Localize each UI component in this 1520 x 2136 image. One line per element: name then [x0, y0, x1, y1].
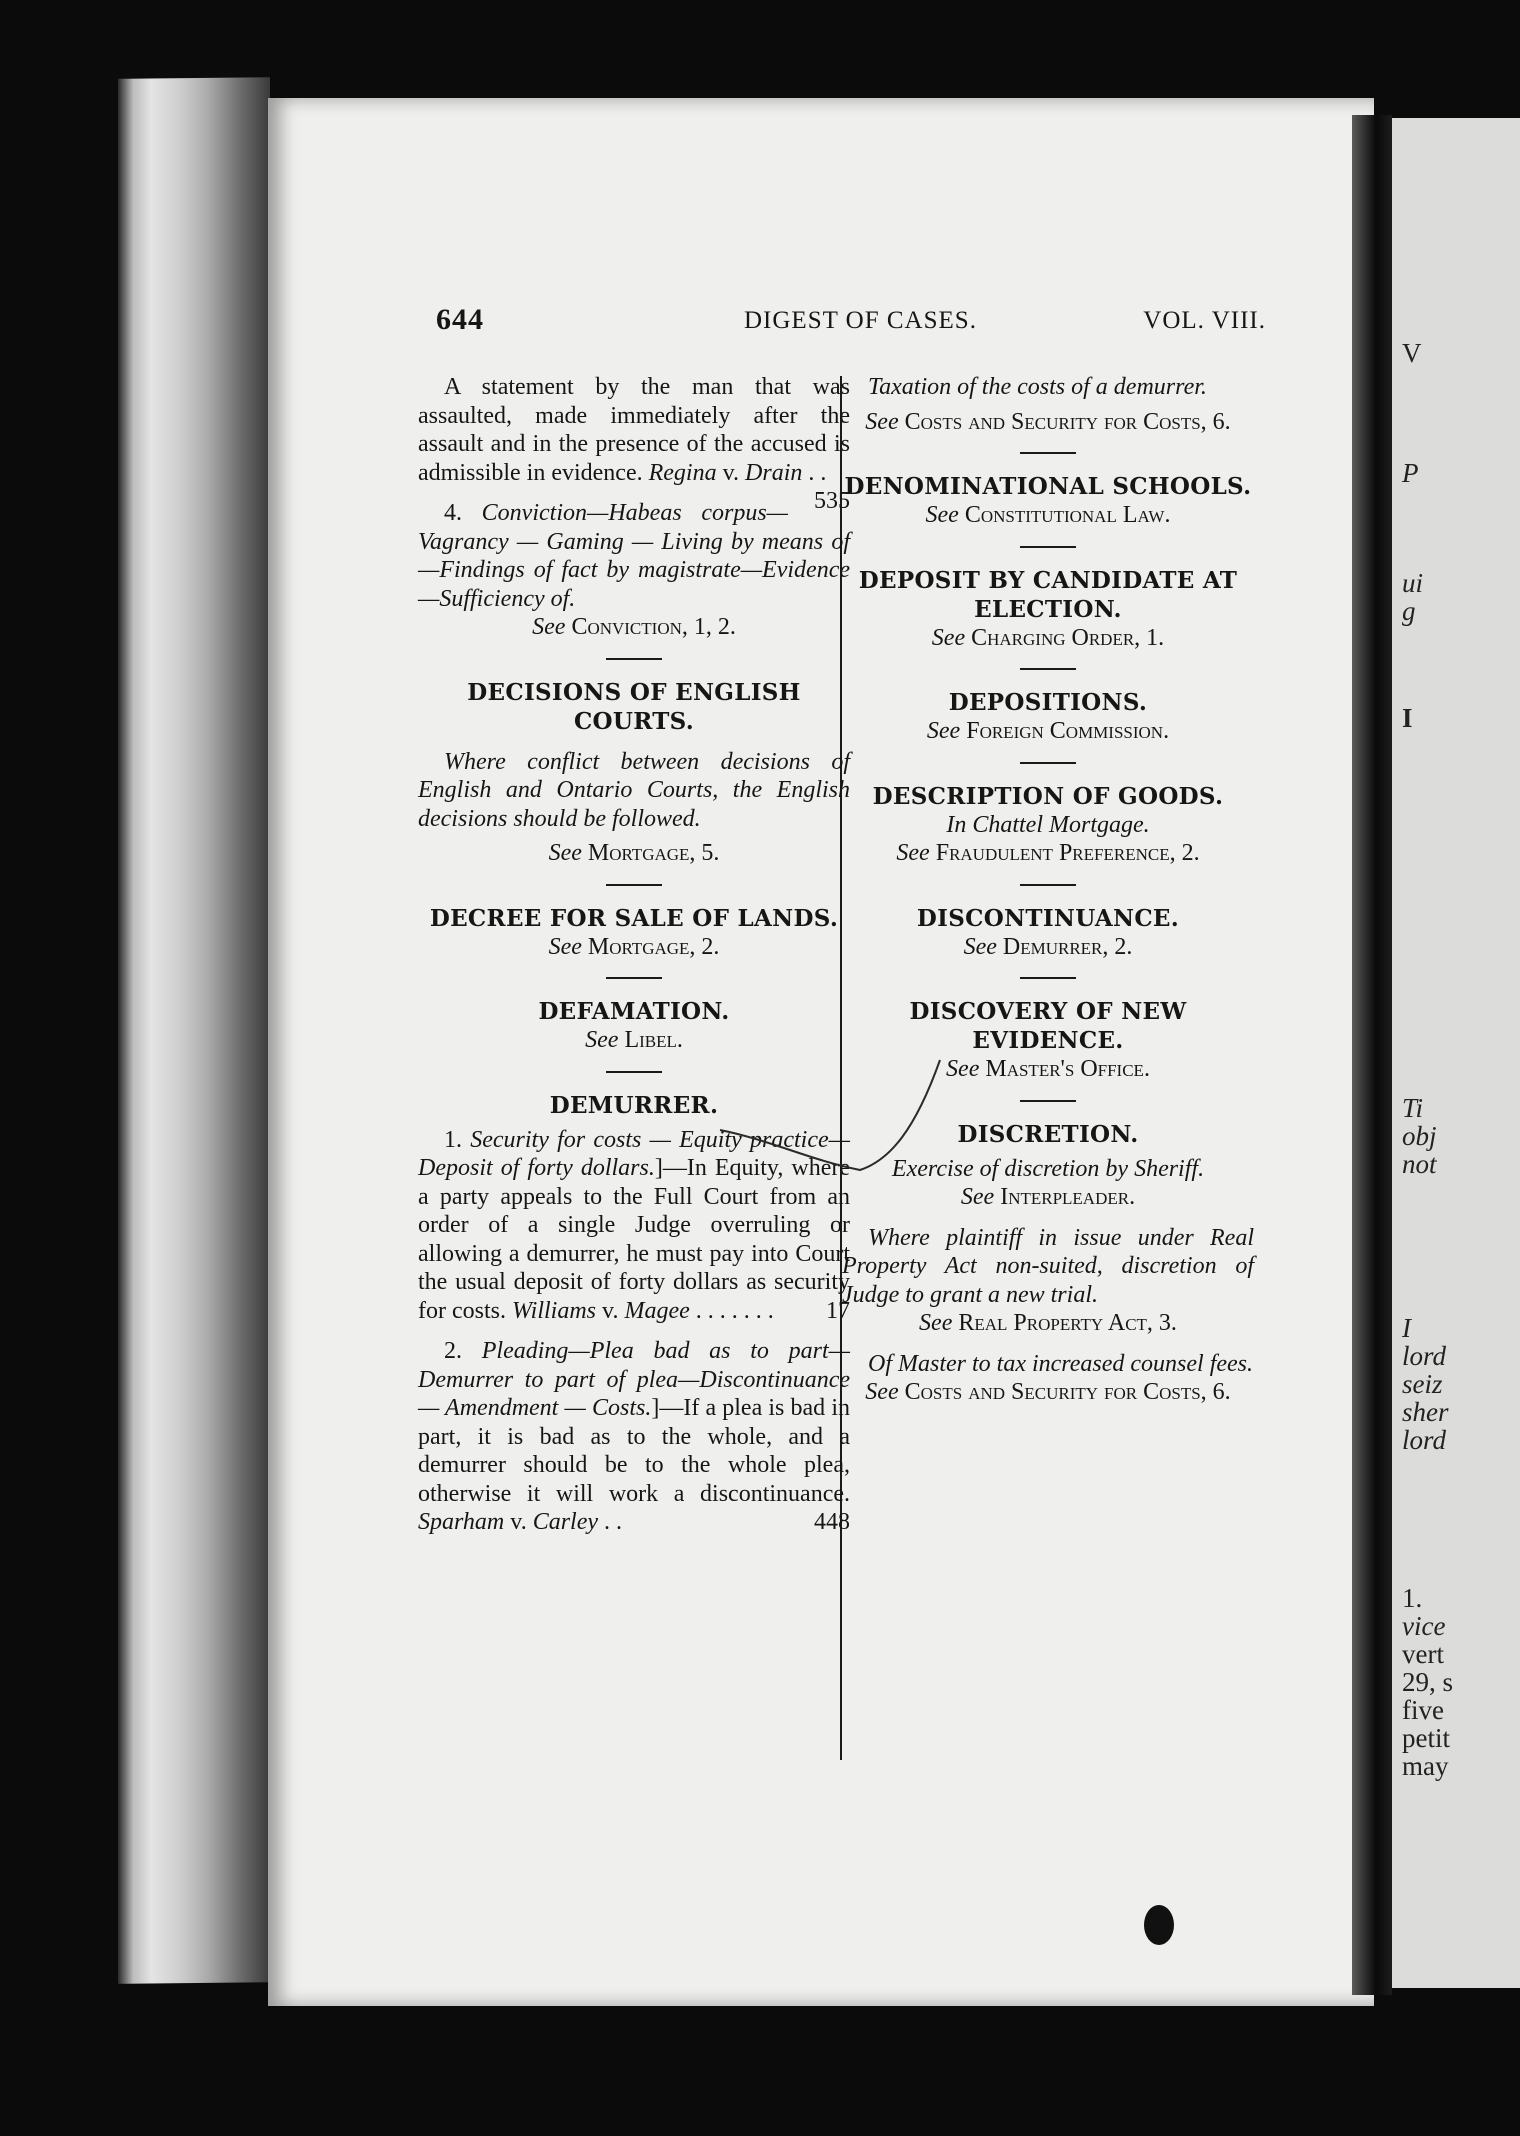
section-heading: DISCOVERY OF NEW EVIDENCE.	[909, 998, 1187, 1054]
entry-paragraph: Of Master to tax increased counsel fees.	[868, 1350, 1254, 1377]
section-heading: DISCRETION.	[957, 1120, 1139, 1148]
entry-paragraph: 1. Security for costs — Equity practice—Deposit of forty dollars.]—In Equity, where a party appeals to the Full Court from an order of a single Judge overruling or allowing a demurrer, he must pay into Court the usual deposit of forty dollars as security for costs. Williams v. Magee . . . . . . . 17	[418, 1126, 851, 1324]
section-heading: DEPOSIT BY CANDIDATE AT ELECTION.	[858, 566, 1238, 623]
running-title: DIGEST OF CASES.	[744, 307, 977, 334]
cross-reference: See Master's Office.	[946, 1056, 1150, 1082]
next-page-text: 1.	[1402, 1583, 1423, 1613]
cross-reference: See Constitutional Law.	[925, 502, 1171, 528]
next-page-text: petit	[1402, 1723, 1450, 1753]
entry-paragraph: Where conflict between decisions of English and Ontario Courts, the English decisions should be followed.	[418, 748, 850, 832]
next-page-text: seiz	[1402, 1369, 1443, 1399]
cross-reference: See Costs and Security for Costs, 6.	[865, 408, 1231, 435]
entry-paragraph: In Chattel Mortgage.	[946, 811, 1150, 838]
section-heading: DISCONTINUANCE.	[916, 904, 1180, 932]
section-rule	[606, 658, 662, 660]
book-gutter	[1352, 115, 1392, 1995]
next-page-text: ui	[1402, 568, 1424, 598]
left-column	[418, 373, 850, 1537]
case-name: Sparham	[418, 1509, 505, 1535]
section-heading: DECISIONS OF ENGLISH COURTS.	[467, 678, 801, 735]
next-page-text: vert	[1402, 1639, 1444, 1669]
case-name: Magee	[624, 1297, 690, 1324]
section-rule	[1020, 452, 1076, 454]
next-page-text: I	[1402, 703, 1413, 733]
case-name: Carley	[532, 1509, 599, 1535]
section-heading: DEFAMATION.	[538, 998, 730, 1025]
entry-paragraph: A statement by the man that was assaulted, made immediately after the assault and in the presence of the accused is admissible in evidence. Regina v. Drain . . 535	[418, 374, 850, 514]
next-page-text: lord	[1402, 1341, 1447, 1371]
case-name: Williams	[511, 1297, 596, 1324]
section-rule	[1020, 762, 1076, 764]
section-rule	[606, 977, 662, 979]
entry-paragraph: 4. Conviction—Habeas corpus—Vagrancy — Gaming — Living by means of—Findings of fact by magistrate—Evidence—Sufficiency of.	[418, 500, 850, 612]
section-rule	[1020, 668, 1076, 670]
cross-reference: See Charging Order, 1.	[931, 624, 1165, 651]
next-page-text: not	[1402, 1149, 1437, 1179]
next-page-text: vice	[1402, 1611, 1446, 1641]
next-page-text: g	[1402, 596, 1416, 626]
cross-reference: See Libel.	[585, 1027, 683, 1053]
section-rule	[1020, 977, 1076, 979]
section-rule	[606, 1071, 662, 1073]
section-rule	[1020, 884, 1076, 886]
pen-scratch-mark	[700, 1040, 960, 1180]
section-heading: DECREE FOR SALE OF LANDS.	[429, 904, 839, 932]
section-rule	[1020, 546, 1076, 548]
section-heading: DEMURRER.	[549, 1091, 719, 1119]
volume-label: VOL. VIII.	[1143, 307, 1266, 334]
next-page-text: Ti	[1402, 1093, 1424, 1123]
section-heading: DENOMINATIONAL SCHOOLS.	[844, 473, 1252, 500]
right-column	[842, 373, 1254, 1407]
cross-reference: See Fraudulent Preference, 2.	[896, 840, 1200, 866]
next-page-text: 29, s	[1402, 1667, 1454, 1697]
next-page-text: five	[1402, 1695, 1444, 1725]
next-page-text: P	[1402, 458, 1419, 488]
page-reference: 17	[826, 1297, 850, 1324]
section-heading: DESCRIPTION OF GOODS.	[872, 782, 1224, 810]
page-reference: 535	[814, 488, 850, 514]
entry-paragraph: Where plaintiff in issue under Real Property Act non-suited, discretion of Judge to grant a new trial.	[842, 1224, 1254, 1308]
cross-reference: See Conviction, 1, 2.	[532, 614, 736, 640]
next-page-fragment	[1392, 118, 1520, 1988]
cross-reference: See Mortgage, 2.	[548, 933, 720, 960]
page-number: 644	[436, 303, 484, 336]
entry-paragraph: 2. Pleading—Plea bad as to part—Demurrer to part of plea—Discontinuance — Amendment — Costs.]—If a plea is bad in part, it is bad as to the whole, and a demurrer should be to the whole plea, otherwise it will work a discontinuance. Sparham v. Carley . . 448	[418, 1338, 850, 1535]
cross-reference: See Foreign Commission.	[926, 718, 1170, 744]
cross-reference: See Real Property Act, 3.	[919, 1310, 1177, 1336]
next-page-text: V	[1402, 338, 1422, 368]
next-page-text: I	[1402, 1313, 1411, 1343]
case-name: Regina	[648, 459, 717, 486]
next-page-text: sher	[1402, 1397, 1449, 1427]
cross-reference: See Mortgage, 5.	[548, 840, 720, 866]
book-page-edges	[118, 77, 270, 1984]
next-page-text: lord	[1402, 1425, 1447, 1455]
page-reference: 448	[814, 1509, 850, 1535]
cross-reference: See Demurrer, 2.	[963, 933, 1133, 960]
ink-blot	[1144, 1905, 1174, 1945]
section-rule	[1020, 1100, 1076, 1102]
entry-paragraph: Exercise of discretion by Sheriff.	[891, 1155, 1205, 1182]
section-heading: DEPOSITIONS.	[948, 689, 1148, 716]
entry-paragraph: Taxation of the costs of a demurrer.	[868, 374, 1207, 400]
next-page-text: may	[1402, 1751, 1449, 1781]
section-rule	[606, 884, 662, 886]
next-page-text: obj	[1402, 1121, 1437, 1151]
case-name: Drain	[745, 459, 803, 486]
cross-reference: See Costs and Security for Costs, 6.	[865, 1379, 1231, 1405]
cross-reference: See Interpleader.	[960, 1184, 1136, 1210]
running-header	[436, 303, 1266, 347]
